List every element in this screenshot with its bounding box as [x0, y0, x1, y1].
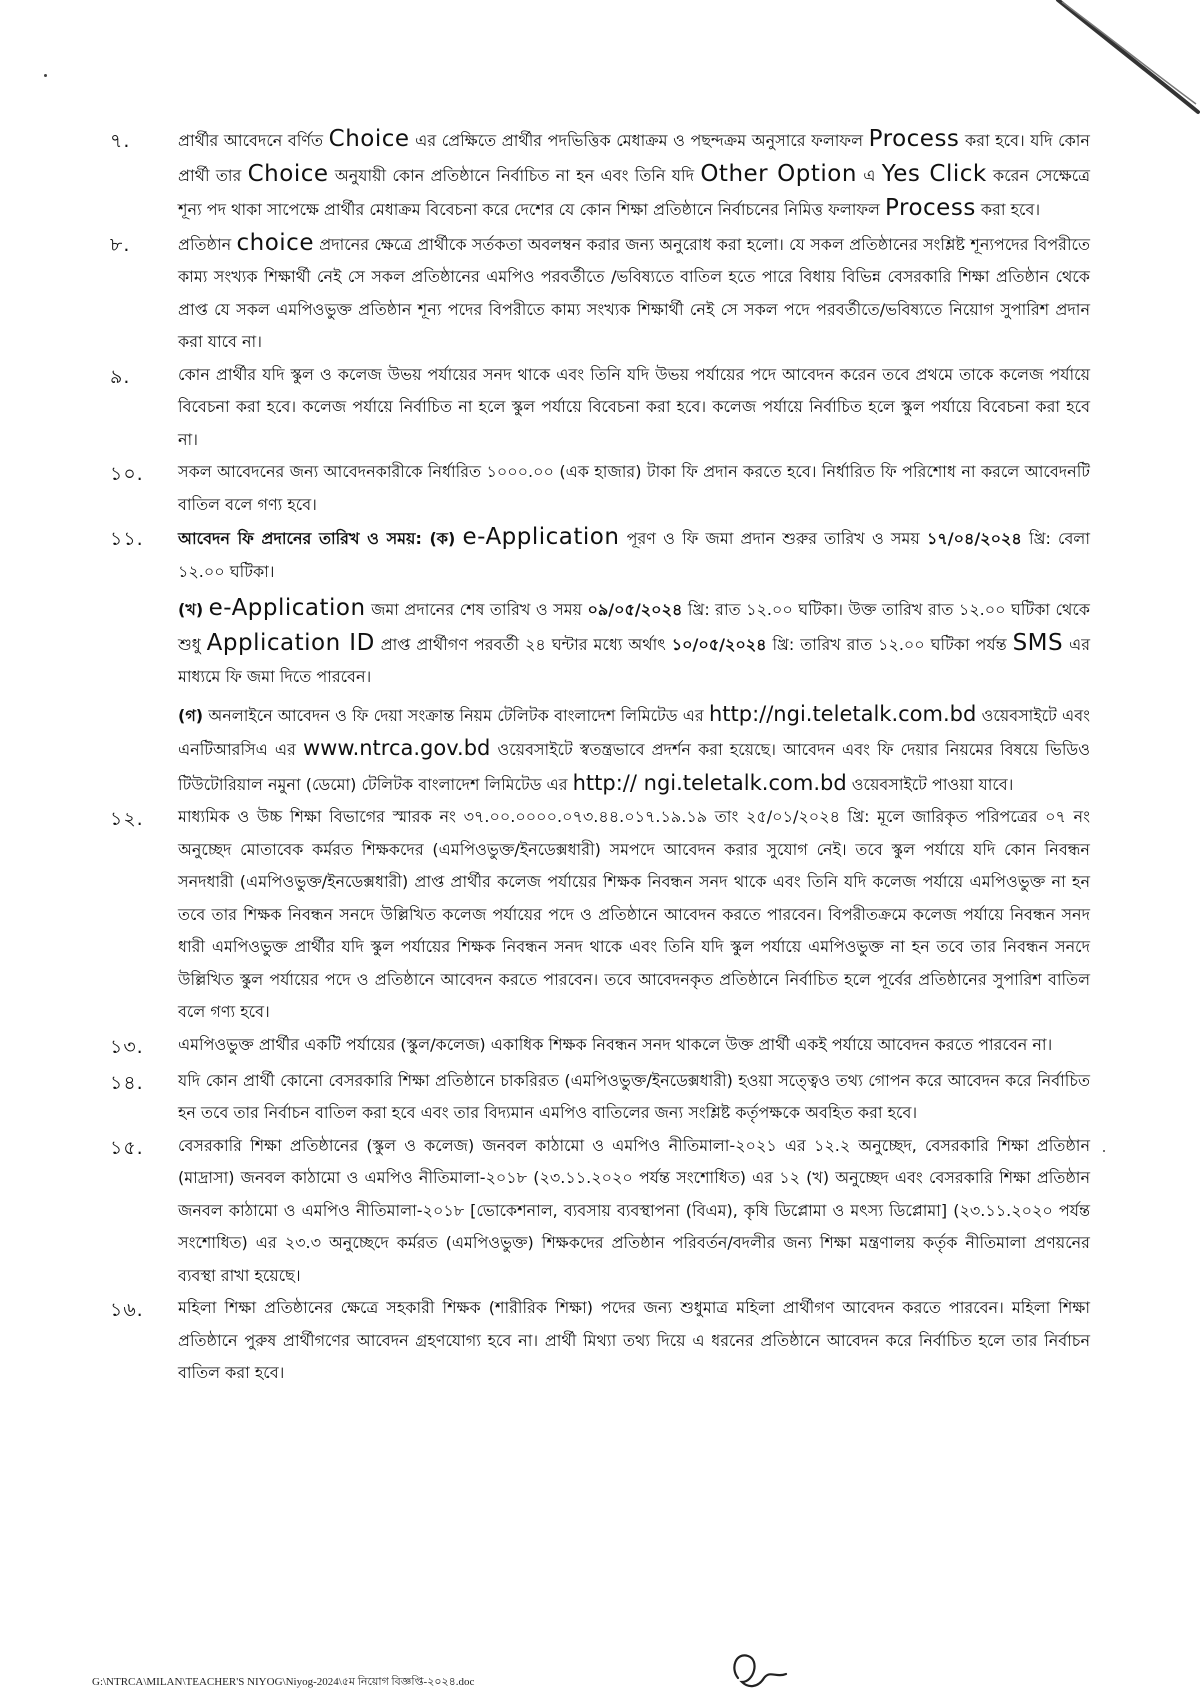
clause-body — [178, 1029, 1090, 1062]
clause-text: মহিলা শিক্ষা প্রতিষ্ঠানের ক্ষেত্রে সহকারী শিক্ষক (শারীরিক শিক্ষা) পদের জন্য শুধুমাত্র মহিলা প্রার্থীগণ আবেদন করতে পারবেন। মহিলা শিক্ষা প্রতিষ্ঠানে পুরুষ প্রার্থীগণের আবেদন গ্রহণযোগ্য হবে না। প্রার্থী মিথ্যা তথ্য দিয়ে এ ধরনের প্রতিষ্ঠানে আবেদন করে নির্বাচিত হলে তার নির্বাচন বাতিল করা হবে। — [178, 1298, 1090, 1382]
clause — [110, 1130, 1090, 1293]
clause-body — [178, 359, 1090, 457]
clause-number: ১৪. — [110, 1071, 144, 1094]
clause-body — [178, 456, 1090, 521]
clause — [110, 521, 1090, 801]
footer-file-path: G:\NTRCA\MILAN\TEACHER'S NIYOG\Niyog-2024\৫ম নিয়োগ বিজ্ঞপ্তি-২০২৪.doc — [92, 1676, 475, 1688]
clause-paragraph — [178, 1292, 1090, 1390]
clause-text — [455, 529, 462, 548]
clause-text: খ্রি: রাত ১২.০০ ঘটিকা। উক্ত তারিখ রাত ১২.০০ ঘটিকা থেকে শুধু — [178, 600, 1090, 654]
scan-edge-stroke — [1000, 0, 1200, 130]
clause-paragraph — [178, 1130, 1090, 1293]
scan-speck — [44, 74, 47, 77]
clause-number: ১৫. — [110, 1136, 144, 1159]
clause-text: ওয়েবসাইটে এবং এনটিআরসিএ এর — [178, 705, 1090, 759]
clause-text: করা হবে। — [975, 200, 1041, 219]
clause-text: অনলাইনে আবেদন ও ফি দেয়া সংক্রান্ত নিয়ম টেলিটক বাংলাদেশ লিমিটেড এর — [203, 705, 709, 725]
clause-paragraph — [178, 123, 1090, 227]
clause-text: পূরণ ও ফি জমা প্রদান শুরুর তারিখ ও সময় — [619, 529, 927, 548]
clause-body — [178, 801, 1090, 1029]
website-url: www.ntrca.gov.bd — [302, 736, 491, 760]
clause-list — [110, 123, 1090, 1390]
clause-text: জমা প্রদানের শেষ তারিখ ও সময় — [365, 600, 588, 619]
bold-text: ০৯/০৫/২০২৪ — [587, 600, 683, 619]
bold-text: (গ) — [178, 705, 204, 725]
latin-term: Yes Click — [881, 160, 987, 187]
clause-text: বেসরকারি শিক্ষা প্রতিষ্ঠানের (স্কুল ও কলেজ) জনবল কাঠামো ও এমপিও নীতিমালা-২০২১ এর ১২.২ অনুচ্ছেদ, বেসরকারি শিক্ষা প্রতিষ্ঠান (মাদ্রাসা) জনবল কাঠামো ও এমপিও নীতিমালা-২০১৮ (২৩.১১.২০২০ পর্যন্ত সংশোধিত) এর ১২ (খ) অনুচ্ছেদ এবং বেসরকারি শিক্ষা প্রতিষ্ঠান জনবল কাঠামো ও এমপিও নীতিমালা-২০১৮ [ভোকেশনাল, ব্যবসায় ব্যবস্থাপনা (বিএম), কৃষি ডিপ্লোমা ও মৎস্য ডিপ্লোমা] (২৩.১১.২০২০ পর্যন্ত সংশোধিত) এর ২৩.৩ অনুচ্ছেদে কর্মরত (এমপিওভুক্ত) শিক্ষকদের প্রতিষ্ঠান পরিবর্তন/বদলীর জন্য শিক্ষা মন্ত্রণালয় কর্তৃক নীতিমালা প্রণয়নের ব্যবস্থা রাখা হয়েছে। — [178, 1135, 1090, 1285]
clause-text: প্রদানের ক্ষেত্রে প্রার্থীকে সর্তকতা অবলম্বন করার জন্য অনুরোধ করা হলো। যে সকল প্রতিষ্ঠানের সংশ্লিষ্ট শূন্যপদের বিপরীতে কাম্য সংখ্যক শিক্ষার্থী নেই সে সকল প্রতিষ্ঠানের এমপিও পরবর্তীতে /ভবিষ্যতে বাতিল হতে পারে বিধায় বিভিন্ন বেসরকারি শিক্ষা প্রতিষ্ঠান থেকে প্রাপ্ত যে সকল এমপিওভুক্ত প্রতিষ্ঠান শূন্য পদের বিপরীতে কাম্য সংখ্যক শিক্ষার্থী নেই সে সকল পদে পরবর্তীতে/ভবিষ্যতে নিয়োগ সুপারিশ প্রদান করা যাবে না। — [178, 234, 1090, 351]
clause-body — [178, 521, 1090, 801]
clause-paragraph — [178, 801, 1090, 1029]
website-url: http://ngi.teletalk.com.bd — [708, 701, 977, 726]
clause — [110, 801, 1090, 1029]
latin-term: e-Application — [208, 595, 366, 621]
latin-term: Other Option — [700, 160, 857, 187]
sub-clause-paragraph — [178, 592, 1090, 694]
clause-body — [178, 123, 1090, 227]
clause — [110, 1065, 1090, 1130]
latin-term: e-Application — [462, 524, 620, 550]
clause-paragraph — [178, 521, 1090, 588]
latin-term: Process — [885, 195, 976, 221]
clause-number: ১২. — [110, 808, 144, 830]
sub-clause-paragraph — [178, 698, 1090, 802]
clause-text: করেন সেক্ষেত্রে শূন্য পদ থাকা সাপেক্ষে প্রার্থীর মেধাক্রম বিবেচনা করে দেশের যে কোন শিক্ষা প্রতিষ্ঠানে নির্বাচনের নিমিত্ত ফলাফল — [178, 165, 1090, 219]
latin-term: Application ID — [206, 629, 375, 656]
clause-body — [178, 1065, 1090, 1130]
bold-text: ১০/০৫/২০২৪ — [671, 634, 767, 654]
latin-term: Choice — [247, 160, 329, 187]
clause-paragraph — [178, 359, 1090, 457]
clause-text: প্রতিষ্ঠান — [178, 234, 237, 254]
clause — [110, 456, 1090, 521]
clause-number: ৯. — [110, 365, 131, 388]
clause-text: অনুযায়ী কোন প্রতিষ্ঠানে নির্বাচিত না হন এবং তিনি যদি — [328, 165, 701, 185]
clause-paragraph — [178, 1029, 1090, 1062]
clause-text: খ্রি: বেলা ১২.০০ ঘটিকা। — [178, 529, 1090, 581]
clause — [110, 1292, 1090, 1390]
bold-text: (খ) — [178, 600, 204, 619]
latin-term: SMS — [1012, 629, 1064, 656]
clause-text: যদি কোন প্রার্থী কোনো বেসরকারি শিক্ষা প্রতিষ্ঠানে চাকরিরত (এমপিওভুক্ত/ইনডেক্সধারী) হওয়া সত্ত্বেও তথ্য গোপন করে আবেদন করে নির্বাচিত হন তবে তার নির্বাচন বাতিল করা হবে এবং তার বিদ্যমান এমপিও বাতিলের জন্য সংশ্লিষ্ট কর্তৃপক্ষকে অবহিত করা হবে। — [178, 1070, 1090, 1122]
clause-text: ওয়েবসাইটে স্বতন্ত্রভাবে প্রদর্শন করা হয়েছে। আবেদন এবং ফি দেয়ার নিয়মের বিষয়ে ভিডিও টিউটোরিয়াল নমুনা (ডেমো) টেলিটক বাংলাদেশ লিমিটেড এর — [178, 740, 1090, 794]
clause — [110, 1029, 1090, 1065]
clause-paragraph — [178, 1065, 1090, 1130]
clause-number: ১১. — [110, 528, 144, 550]
clause-text: ওয়েবসাইটে পাওয়া যাবে। — [846, 774, 1014, 794]
clause-text: সকল আবেদনের জন্য আবেদনকারীকে নির্ধারিত ১০০০.০০ (এক হাজার) টাকা ফি প্রদান করতে হবে। নির্ধারিত ফি পরিশোধ না করলে আবেদনটি বাতিল বলে গণ্য হবে। — [178, 462, 1090, 514]
clause-number: ১৩. — [110, 1035, 144, 1058]
latin-term: Choice — [328, 126, 410, 152]
clause-text: মাধ্যমিক ও উচ্চ শিক্ষা বিভাগের স্মারক নং ৩৭.০০.০০০০.০৭৩.৪৪.০১৭.১৯.১৯ তাং ২৫/০১/২০২৪ খ্রি: মূলে জারিকৃত পরিপত্রের ০৭ নং অনুচ্ছেদ মোতাবেক কর্মরত শিক্ষকদের (এমপিওভুক্ত/ইনডেক্সধারী) সমপদে আবেদন করার সুযোগ নেই। তবে স্কুল পর্যায়ে যদি কোন নিবন্ধন সনদধারী (এমপিওভুক্ত/ইনডেক্সধারী) প্রাপ্ত প্রার্থীর কলেজ পর্যায়ের শিক্ষক নিবন্ধন সনদ থাকে এবং তিনি যদি কলেজ পর্যায়ে এমপিওভুক্ত না হন তবে তার শিক্ষক নিবন্ধন সনদে উল্লিখিত কলেজ পর্যায়ের পদে ও প্রতিষ্ঠানে আবেদন করতে পারবেন। বিপরীতক্রমে কলেজ পর্যায়ে নিবন্ধন সনদ ধারী এমপিওভুক্ত প্রার্থীর যদি স্কুল পর্যায়ের শিক্ষক নিবন্ধন সনদ থাকে এবং তিনি যদি স্কুল পর্যায়ে এমপিওভুক্ত না হন তবে তার নিবন্ধন সনদে উল্লিখিত স্কুল পর্যায়ের পদে ও প্রতিষ্ঠানে আবেদন করতে পারবেন। তবে আবেদনকৃত প্রতিষ্ঠানে নির্বাচিত হলে পূর্বের প্রতিষ্ঠানের সুপারিশ বাতিল বলে গণ্য হবে। — [178, 807, 1090, 1021]
clause — [110, 227, 1090, 359]
clause-text: এর প্রেক্ষিতে প্রার্থীর পদভিত্তিক মেধাক্রম ও পছন্দক্রম অনুসারে ফলাফল — [409, 131, 869, 150]
handwritten-initial — [728, 1648, 798, 1690]
website-url: http:// ngi.teletalk.com.bd — [572, 770, 847, 795]
clause-text: এমপিওভুক্ত প্রার্থীর একটি পর্যায়ের (স্কুল/কলেজ) একাধিক শিক্ষক নিবন্ধন সনদ থাকলে উক্ত প্রার্থী একই পর্যায়ে আবেদন করতে পারবেন না। — [178, 1034, 1053, 1054]
clause-number: ৮. — [110, 233, 131, 256]
clause-text: এ — [856, 165, 882, 185]
clause-text: এর মাধ্যমে ফি জমা দিতে পারবেন। — [178, 634, 1090, 686]
bold-text: ১৭/০৪/২০২৪ — [926, 529, 1022, 548]
latin-term: choice — [236, 229, 314, 256]
clause-body — [178, 1130, 1090, 1293]
latin-term: Process — [868, 126, 960, 152]
clause — [110, 123, 1090, 227]
clause-text: খ্রি: তারিখ রাত ১২.০০ ঘটিকা পর্যন্ত — [766, 634, 1013, 654]
clause-text: কোন প্রার্থীর যদি স্কুল ও কলেজ উভয় পর্যায়ের সনদ থাকে এবং তিনি যদি উভয় পর্যায়ের পদে আবেদন করেন তবে প্রথমে তাকে কলেজ পর্যায়ে বিবেচনা করা হবে। কলেজ পর্যায়ে নির্বাচিত না হলে স্কুল পর্যায়ে বিবেচনা করা হবে। কলেজ পর্যায়ে নির্বাচিত হলে স্কুল পর্যায়ে বিবেচনা করা হবে না। — [178, 364, 1090, 449]
clause — [110, 359, 1090, 457]
clause-number: ১৬. — [110, 1299, 144, 1321]
bold-text: আবেদন ফি প্রদানের তারিখ ও সময়: (ক) — [178, 529, 456, 548]
clause-paragraph — [178, 456, 1090, 521]
scan-speck — [1103, 1150, 1105, 1152]
clause-text: প্রার্থীর আবেদনে বর্ণিত — [178, 131, 329, 150]
clause-paragraph — [178, 227, 1090, 359]
clause-text: প্রাপ্ত প্রার্থীগণ পরবর্তী ২৪ ঘন্টার মধ্যে অর্থাৎ — [374, 634, 672, 654]
clause-number: ১০. — [110, 463, 144, 485]
clause-body — [178, 1292, 1090, 1390]
clause-body — [178, 227, 1090, 359]
clause-text: করা হবে। যদি কোন প্রার্থী তার — [178, 131, 1090, 185]
clause-number: ৭. — [110, 130, 131, 152]
